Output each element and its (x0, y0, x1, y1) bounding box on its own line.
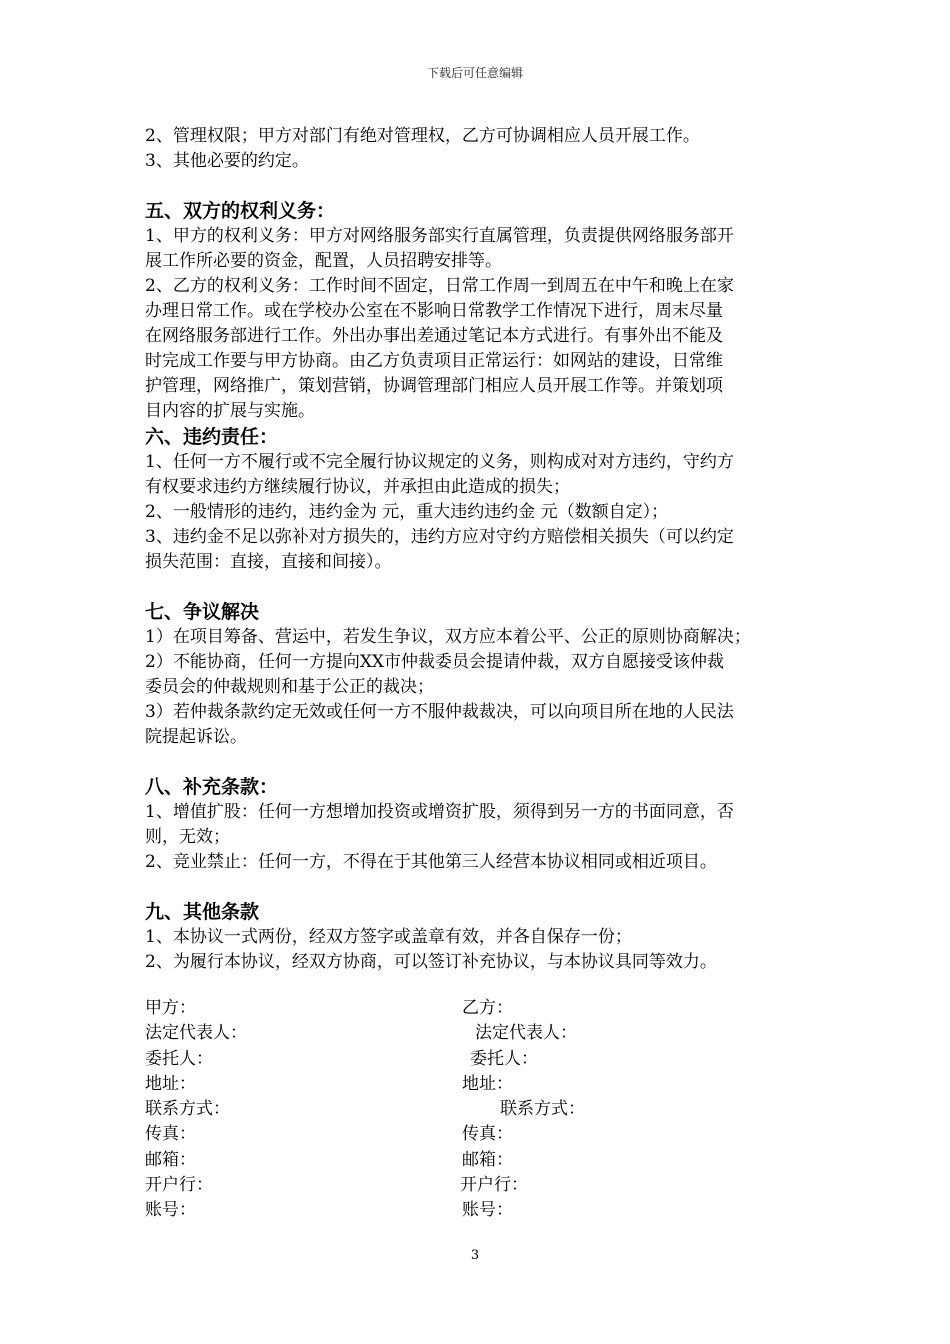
signature-row (145, 1198, 785, 1223)
text-line: 2、竞业禁止：任何一方，不得在于其他第三人经营本协议相同或相近项目。 (145, 852, 717, 872)
text-line: 时完成工作要与甲方协商。由乙方负责项目正常运行：如网站的建设，日常维 (145, 351, 723, 371)
text-line: 有权要求违约方继续履行协议，并承担由此造成的损失； (145, 477, 570, 497)
signature-row (145, 1173, 785, 1198)
party-b-field-label: 传真： (462, 1124, 513, 1145)
party-b-field-label: 邮箱： (462, 1149, 513, 1170)
section-heading: 九、其他条款 (145, 901, 260, 923)
section-heading: 七、争议解决 (145, 601, 260, 623)
text-line: 办理日常工作。或在学校办公室在不影响日常教学工作情况下进行，周末尽量 (145, 301, 723, 321)
text-line: 院提起诉讼。 (145, 727, 247, 747)
party-b-field-label: 乙方： (462, 998, 513, 1018)
party-a-field-label: 邮箱： (145, 1149, 196, 1170)
party-a-field-label: 联系方式： (145, 1099, 230, 1120)
text-line: 2、管理权限；甲方对部门有绝对管理权，乙方可协调相应人员开展工作。 (145, 126, 700, 146)
text-line: 3、违约金不足以弥补对方损失的，违约方应对守约方赔偿相关损失（可以约定 (145, 527, 734, 547)
signature-block (145, 996, 785, 1224)
party-b-field-label: 委托人： (470, 1048, 538, 1069)
text-line: 2、为履行本协议，经双方协商，可以签订补充协议，与本协议具同等效力。 (145, 952, 717, 972)
section-heading: 五、双方的权利义务： (145, 200, 336, 222)
text-line: 损失范围：直接，直接和间接）。 (145, 552, 392, 572)
signature-row (145, 1047, 785, 1072)
text-line: 则，无效； (145, 827, 230, 847)
signature-row (145, 996, 785, 1021)
text-line: 2、乙方的权利义务：工作时间不固定，日常工作周一到周五在中午和晚上在家 (145, 276, 734, 296)
party-a-field-label: 开户行： (145, 1175, 213, 1196)
section-heading: 八、补充条款： (145, 776, 279, 798)
party-a-field-label: 账号： (145, 1200, 196, 1221)
party-a-field-label: 法定代表人： (145, 1023, 247, 1044)
party-b-field-label: 地址： (462, 1073, 513, 1094)
paragraph-gap (145, 575, 820, 599)
text-line: 展工作所必要的资金，配置，人员招聘安排等。 (145, 251, 502, 271)
party-b-field-label: 开户行： (460, 1175, 528, 1196)
signature-row (145, 1122, 785, 1147)
signature-row (145, 1072, 785, 1097)
text-line: 护管理，网络推广，策划营销，协调管理部门相应人员开展工作等。并策划项 (145, 376, 723, 396)
text-line: 3）若仲裁条款约定无效或任何一方不服仲裁裁决，可以向项目所在地的人民法 (145, 702, 734, 722)
page-number: 3 (470, 1248, 480, 1263)
text-line: 3、其他必要的约定。 (145, 151, 309, 171)
text-line: 在网络服务部进行工作。外出办事出差通过笔记本方式进行。有事外出不能及 (145, 326, 723, 346)
signature-row (145, 1148, 785, 1173)
text-line: 1、甲方的权利义务：甲方对网络服务部实行直属管理，负责提供网络服务部开 (145, 226, 734, 246)
paragraph-gap (145, 750, 820, 774)
section-heading: 六、违约责任： (145, 426, 279, 448)
text-line: 1、增值扩股：任何一方想增加投资或增资扩股，须得到另一方的书面同意，否 (145, 802, 734, 822)
signature-row (145, 1097, 785, 1122)
party-a-field-label: 甲方： (145, 998, 196, 1018)
party-a-field-label: 委托人： (145, 1048, 213, 1069)
party-b-field-label: 联系方式： (500, 1099, 585, 1120)
text-line: 委员会的仲裁规则和基于公正的裁决； (145, 677, 434, 697)
party-b-field-label: 账号： (462, 1200, 513, 1221)
text-line: 1、任何一方不履行或不完全履行协议规定的义务，则构成对对方违约，守约方 (145, 452, 734, 472)
text-line: 2）不能协商，任何一方提向XX市仲裁委员会提请仲裁，双方自愿接受该仲裁 (145, 652, 725, 672)
signature-row (145, 1021, 785, 1046)
header-note: 下载后可任意编辑 (426, 66, 523, 80)
document-body (145, 124, 820, 975)
text-line: 1、本协议一式两份，经双方签字或盖章有效，并各自保存一份； (145, 927, 632, 947)
party-a-field-label: 地址： (145, 1073, 196, 1094)
paragraph-gap (145, 174, 820, 198)
party-b-field-label: 法定代表人： (475, 1023, 577, 1044)
text-line: 1）在项目筹备、营运中，若发生争议，双方应本着公平、公正的原则协商解决； (145, 627, 751, 647)
party-a-field-label: 传真： (145, 1124, 196, 1145)
paragraph-gap (145, 875, 820, 899)
text-line: 目内容的扩展与实施。 (145, 401, 315, 421)
text-line: 2、一般情形的违约，违约金为 元，重大违约违约金 元（数额自定）； (145, 502, 669, 522)
